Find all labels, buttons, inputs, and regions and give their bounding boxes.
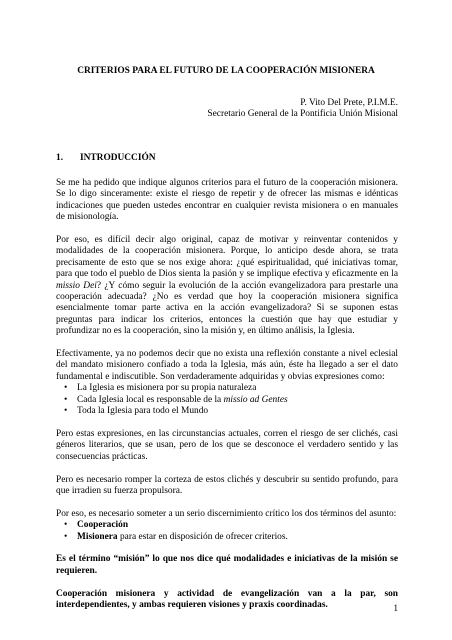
- document-body: [56, 178, 398, 623]
- paragraph-1: Se me ha pedido que indique algunos criterios para el futuro de la cooperación misionera. Se lo digo sinceramente: existe el riesgo de repetir y de ofrecer las mismas e idénticas indicaciones que pueden ustedes encontrar en cualquier revista misionera o en manuales de misionología.: [56, 178, 398, 223]
- bullet-bold: Cooperación: [77, 520, 129, 531]
- bullet-item: [56, 406, 398, 417]
- bullet-text: La Iglesia es misionera por su propia naturaleza: [77, 383, 257, 394]
- bullet-text: Cada Iglesia local es responsable de la: [77, 394, 224, 405]
- section-heading: [56, 153, 156, 164]
- paragraph-6: Por eso, es necesario someter a un serio discernimiento crítico los dos términos del asunto:: [56, 508, 397, 519]
- bullet-text: Toda la Iglesia para todo el Mundo: [77, 406, 209, 417]
- document-title: CRITERIOS PARA EL FUTURO DE LA COOPERACIÓN MISIONERA: [77, 66, 375, 76]
- author-name: P. Vito Del Prete, P.I.M.E.: [300, 98, 398, 108]
- bullet-italic: missio ad Gentes: [223, 394, 288, 405]
- paragraph-2-part-b: ? ¿Y cómo seguir la evolución de la acción evangelizadora para prestarle una cooperación adecuada? ¿No es verdad que hoy la cooperación misionera significa esencialmente tomar parte activa en la acción evangelizadora? Si se suponen estas preguntas para indicar los criterios, entonces la cuestión que hay que estudiar y profundizar no es la cooperación, sino la misión y, en último análisis, la Iglesia.: [56, 280, 398, 337]
- bullet-list-2: [56, 520, 398, 543]
- author-block: [207, 98, 398, 121]
- paragraph-5: Pero es necesario romper la corteza de estos clichés y descubrir su sentido profundo, para que irradien su fuerza propulsora.: [56, 474, 398, 496]
- bullet-text: para estar en disposición de ofrecer criterios.: [117, 531, 288, 542]
- paragraph-2-italic: missio Dei: [56, 280, 97, 291]
- paragraph-2-part-a: Por eso, es difícil decir algo original, capaz de motivar y reinventar contenidos y modalidades de la cooperación misionera. Porque, lo anticipo desde ahora, se trata precisamente de esto que se nos exige ahora: ¿qué espiritualidad, qué iniciativas tomar, para que todo el pueblo de Dios sienta la pasión y se implique efectiva y eficazmente en la: [56, 235, 398, 280]
- bullet-bold: Misionera: [77, 531, 118, 542]
- paragraph-3: Efectivamente, ya no podemos decir que no exista una reflexión constante a nivel eclesial del mandato misionero confiado a toda la Iglesia, más aún, éste ha llegado a ser el dato fundamental e indiscutible. Son verdaderamente adquiridas y obvias expresiones como:: [56, 349, 398, 382]
- section-title: INTRODUCCIÓN: [80, 153, 156, 163]
- bullet-item: [56, 520, 398, 531]
- bullet-item: [56, 383, 398, 394]
- bullet-item: [56, 395, 398, 406]
- author-role: Secretario General de la Pontificia Unión Misional: [207, 109, 398, 120]
- page-number: 1: [393, 604, 398, 614]
- section-number: 1.: [56, 153, 64, 163]
- bullet-item: [56, 532, 398, 543]
- paragraph-7: Es el término “misión” lo que nos dice qué modalidades e iniciativas de la misión se requieren.: [56, 554, 398, 576]
- paragraph-8: Cooperación misionera y actividad de evangelización van a la par, son interdependientes, y ambas requieren visiones y praxis coordinadas.: [56, 588, 398, 610]
- bullet-list-1: [56, 383, 398, 417]
- paragraph-4: Pero estas expresiones, en las circunstancias actuales, corren el riesgo de ser clichés, casi géneros literarios, que se usan, pero de los que se desconoce el verdadero sentido y las consecuencias prácticas.: [56, 428, 398, 462]
- paragraph-2: [56, 235, 398, 338]
